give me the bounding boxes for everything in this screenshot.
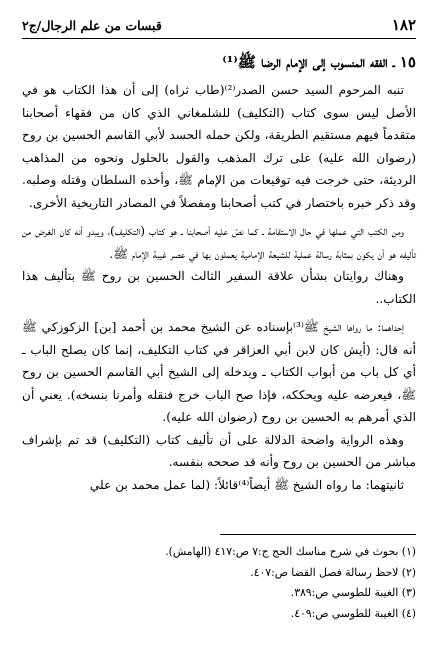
footnote-1: (١) بحوث في شرح مناسك الحج ج:٧ ص:٤١٧ (الهامش). — [165, 545, 416, 558]
page-header — [22, 14, 416, 36]
running-title: قبسات من علم الرجال/ج٢ — [22, 17, 162, 33]
paragraph-4: إحداهما: ما رواها الشيخ ﷺ⁽³⁾بإسناده عن الشيخ محمد بن أحمد [بن] الزكوزكي ﷺ أنه قال: (أيش كان لابن أبي العزاقر في كتاب التكليف، إنما كان يصلح الباب ـ أي كل باب من أبواب الكتاب ـ ويدخله إلى الشيخ أبي القاسم الحسين بن روح ﷺ، فيعرضه عليه ويحككه، فإذا صح الباب خرج فنقله وأمرنا بنسخه). يعني أن الذي أمرهم به الحسين بن روح (رضوان الله عليه). — [22, 320, 416, 424]
body-text — [22, 79, 416, 496]
footnote-rule — [220, 534, 416, 535]
paragraph-3: وهناك روايتان بشأن علاقة السفير الثالث الحسين بن روح ﷺ بتأليف هذا الكتاب.. — [22, 269, 416, 306]
paragraph-1: تنبه المرحوم السيد حسن الصدر⁽²⁾(طاب ثراه) إلى أن هذا الكتاب هو في الأصل ليس سوى كتاب (التكليف) للشلمغاني الذي كان من فقهاء أصحابنا متقدماً فيهم مستقيم الطريقة، ولكن حمله الحسد لأبي القاسم الحسين بن روح (رضوان الله عليه) على ترك المذهب والقول بالحلول ونحوه من المذاهب الرديئة، حتى خرجت فيه توقيعات من الإمام ﷺ، وأخذه السلطان وقتله وصلبه. وقد ذكر خبره باختصار في كتب أصحابنا ومفصلاً في المصادر التاريخية الأخرى. — [22, 83, 416, 210]
footnotes — [22, 542, 416, 624]
page-number: ١٨٢ — [391, 16, 416, 34]
document-page — [22, 14, 416, 636]
footnote-4: (٤) الغيبة للطوسي ص:٤٠٩. — [290, 606, 416, 620]
paragraph-2: ومن الكتب التي عملها في حال الاستقامة ـ كما نصّ عليه أصحابنا ـ هو كتاب (التكليف)، ويبدو أنه كان الغرض من تأليفه هو أن يكون بمثابة رسالة عملية للشيعة الإمامية يعملون بها في عصر غيبة الإمام ﷺ. — [22, 224, 416, 261]
paragraph-5: وهذه الرواية واضحة الدلالة على أن تأليف كتاب (التكليف) قد تم بإشراف مباشر من الحسين بن روح وأنه قد صححه بنفسه. — [22, 432, 416, 469]
section-heading: ١٥ ـ الفقه المنسوب إلى الإمام الرضا ﷺ⁽¹⁾ — [222, 53, 416, 71]
footnote-2: (٢) لاحظ رسالة فصل القضا ص:٤٠٧. — [250, 565, 416, 579]
header-rule — [22, 38, 416, 39]
paragraph-6: ثانيتهما: ما رواه الشيخ ﷺ أيضاً⁽⁴⁾قائلاً: (لما عمل محمد بن علي — [89, 477, 404, 492]
footnote-3: (٣) الغيبة للطوسي ص:٣٨٩. — [290, 586, 416, 599]
